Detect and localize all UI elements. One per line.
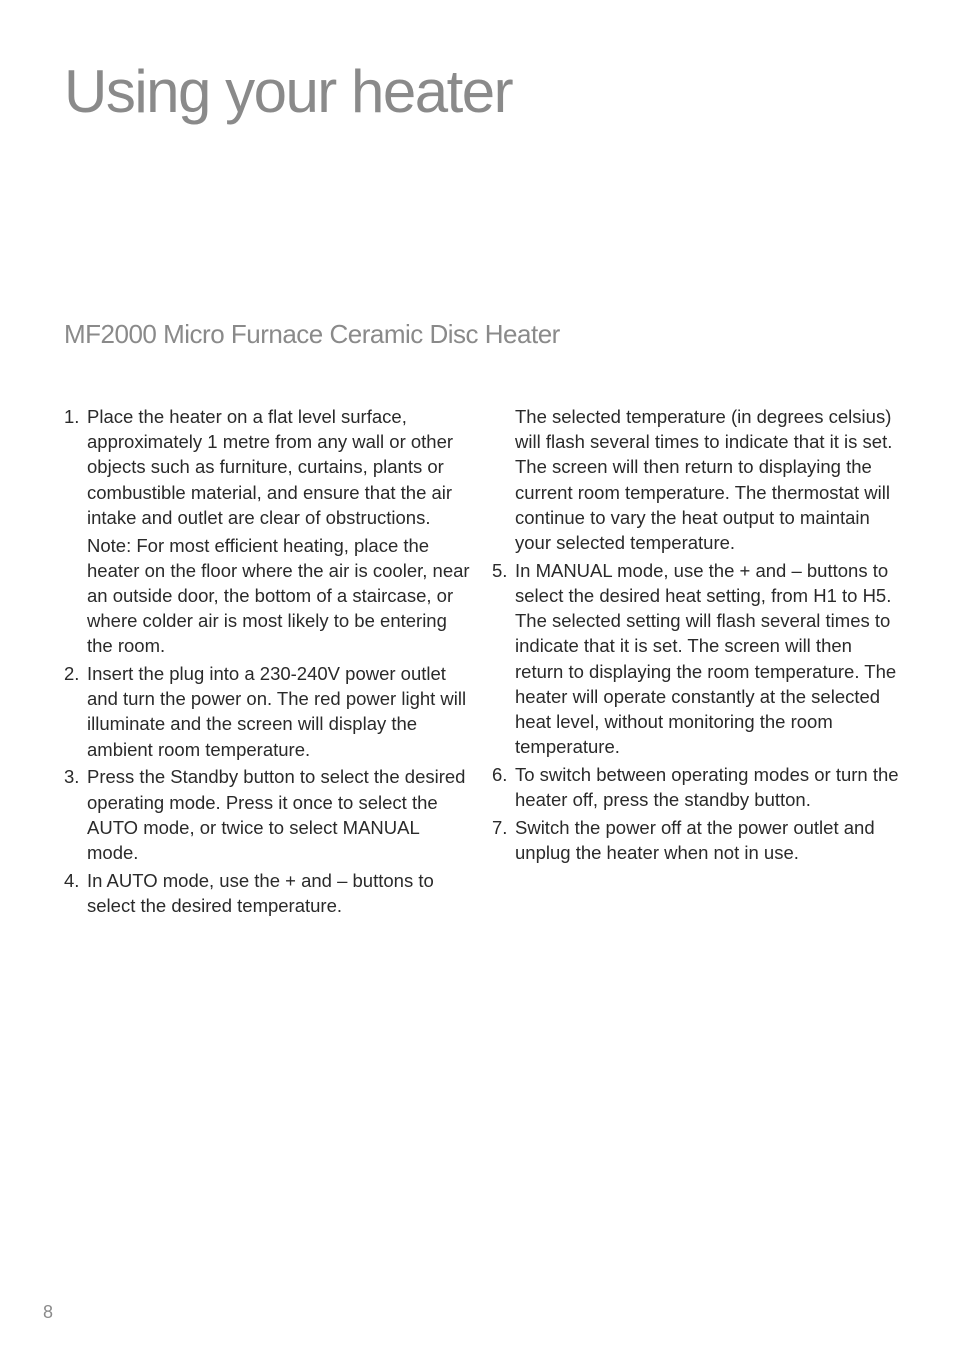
page-number: 8 <box>43 1302 54 1322</box>
instruction-step-3 <box>64 764 474 865</box>
step-number: 4. <box>64 869 80 891</box>
step-number: 6. <box>492 763 508 785</box>
step-number: 2. <box>64 663 80 685</box>
step-number: 5. <box>492 559 508 581</box>
step-text: In AUTO mode, use the + and – buttons to select the desired temperature. <box>87 869 434 916</box>
instruction-step-4 <box>64 868 474 918</box>
instruction-step-1 <box>64 404 474 659</box>
instructions-list-right <box>492 558 902 865</box>
step-4-continuation: The selected temperature (in degrees celsius) will flash several times to indicate that it is set. The screen will then return to displaying the current room temperature. The thermostat will continue to vary the heat output to maintain your selected temperature. <box>515 406 893 554</box>
right-column <box>492 404 902 868</box>
instruction-step-2 <box>64 661 474 762</box>
page-title: Using your heater <box>64 58 513 125</box>
product-subtitle: MF2000 Micro Furnace Ceramic Disc Heater <box>64 319 560 349</box>
instruction-step-7 <box>492 815 902 865</box>
step-text: To switch between operating modes or turn the heater off, press the standby button. <box>515 763 899 811</box>
instructions-list-left <box>64 404 474 918</box>
step-number: 1. <box>64 406 80 427</box>
step-number: 7. <box>492 816 508 838</box>
step-note: Note: For most efficient heating, place the heater on the floor where the air is cooler, near an outside door, the bottom of a staircase, or where colder air is most likely to be entering the room. <box>87 534 470 657</box>
instruction-step-5 <box>492 558 902 760</box>
instruction-step-6 <box>492 762 902 812</box>
step-text: Switch the power off at the power outlet and unplug the heater when not in use. <box>515 816 875 863</box>
step-text: Press the Standby button to select the desired operating mode. Press it once to select the AUTO mode, or twice to select MANUAL mode. <box>87 766 466 863</box>
step-text: Insert the plug into a 230-240V power outlet and turn the power on. The red power light will illuminate and the screen will display the ambient room temperature. <box>87 663 467 760</box>
left-column <box>64 404 474 921</box>
step-number: 3. <box>64 766 80 788</box>
step-text: Place the heater on a flat level surface, approximately 1 metre from any wall or other objects such as furniture, curtains, plants or combustible material, and ensure that the air intake and outlet are clear of obstructions. <box>87 406 454 528</box>
step-text: In MANUAL mode, use the + and – buttons to select the desired heat setting, from H1 to H5. The selected setting will flash several times to indicate that it is set. The screen will then return to displaying the room temperature. The heater will operate constantly at the selected heat level, without monitoring the room temperature. <box>515 559 897 758</box>
